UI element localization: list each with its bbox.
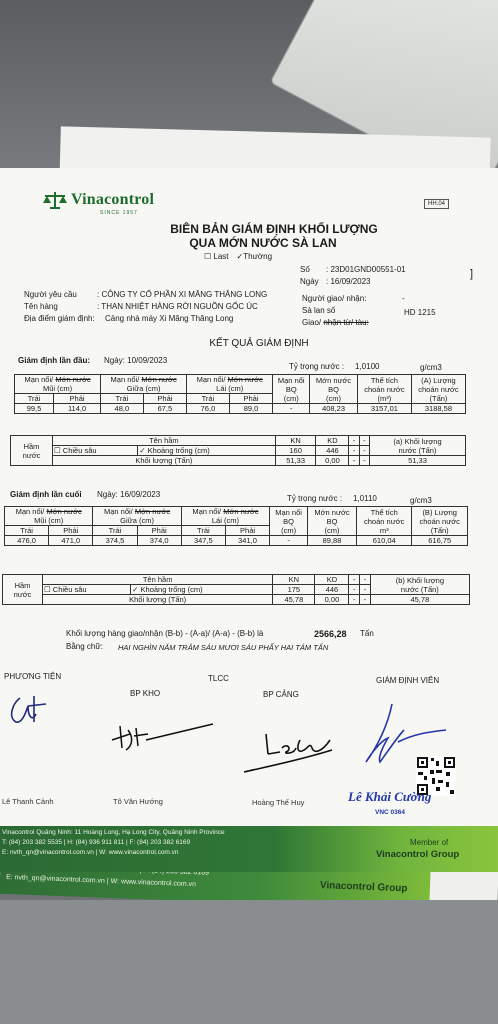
last-h-mui: Mạn nổi/ Mớn nước Mũi (cm) [5, 507, 93, 526]
table-cell: 175 [273, 585, 315, 595]
last-h-giua: Mạn nổi/ Mớn nước Giữa (cm) [93, 507, 181, 526]
total-words: HAI NGHÌN NĂM TRĂM SÁU MƯƠI SÁU PHẨY HAI TÁM TẤN [118, 643, 329, 652]
table-cell: - [359, 446, 369, 456]
first-depth-option: ☐ Chiều sâu [53, 446, 138, 456]
last-ullage-option: ✓ Khoảng trống (cm) [131, 585, 273, 595]
so-label: Số [300, 265, 310, 274]
table-cell: 374,5 [93, 536, 137, 546]
table-cell: - [359, 436, 369, 446]
first-h-trai: Trái [101, 394, 144, 404]
page-footer [0, 826, 498, 872]
second-footer-member: Vinacontrol Group [319, 880, 408, 895]
table-cell: 446 [315, 585, 349, 595]
last-h-b: (B) Lượng choán nước (Tấn) [412, 507, 468, 536]
table-cell: - [349, 595, 360, 605]
table-cell: - [273, 404, 310, 414]
last-label: Giám định lần cuối [10, 490, 82, 499]
first-weight-label: Khối lượng (Tấn) [53, 456, 276, 466]
last-draft-table [4, 506, 468, 546]
table-cell: - [349, 456, 359, 466]
last-date: Ngày: 16/09/2023 [97, 490, 161, 499]
table-cell: 616,75 [412, 536, 468, 546]
first-h-phai: Phải [143, 394, 187, 404]
total-formula: Khối lượng hàng giao/nhận (B-b) - (A-a)/ (A-a) - (B-b) là [66, 629, 264, 638]
last-hold-table [2, 574, 470, 605]
last-weight-label: Khối lượng (Tấn) [43, 595, 273, 605]
last-h-trai: Trái [93, 526, 137, 536]
table-cell: 48,0 [101, 404, 144, 414]
last-density-label: Tỷ trọng nước : [287, 494, 343, 503]
table-cell: 476,0 [5, 536, 49, 546]
table-cell: 89,0 [229, 404, 273, 414]
table-cell: 51,33 [275, 456, 316, 466]
last-h-bq: Mạn nổi BQ (cm) [270, 507, 308, 536]
table-cell: - [270, 536, 308, 546]
first-hold-table [10, 435, 466, 466]
place-value: Cảng nhà máy Xi Măng Thăng Long [105, 314, 234, 323]
first-h-vol: Thể tích choán nước (m³) [357, 375, 411, 404]
table-cell: 99,5 [15, 404, 54, 414]
table-cell: 341,0 [225, 536, 269, 546]
desk-bottom [0, 900, 498, 1024]
first-a-value: 51,33 [369, 456, 465, 466]
footer-address: Vinacontrol Quảng Ninh: 11 Hoàng Long, Hạ Long City, Quảng Ninh Province [2, 829, 225, 836]
goods-value: : THAN NHIỆT HÀNG RỜI NGUỒN GỐC ÚC [97, 302, 258, 311]
last-h-phai: Phải [49, 526, 93, 536]
vinacontrol-logo [42, 190, 154, 210]
first-h-trai: Trái [15, 394, 54, 404]
table-cell: 3157,01 [357, 404, 411, 414]
goods-label: Tên hàng [24, 302, 58, 311]
signature-bp-kho [108, 718, 218, 758]
stamp-signature-name: Lê Khải Cường [348, 789, 432, 804]
requester-value: : CÔNG TY CỔ PHẦN XI MĂNG THĂNG LONG [97, 290, 268, 299]
barge-label: Sà lan số [302, 306, 336, 315]
sig-tlcc: TLCC [208, 674, 229, 683]
place-label: Địa điểm giám định: [24, 314, 95, 323]
name-bp-cang: Hoàng Thế Huy [252, 798, 305, 807]
first-h-lai: Mạn nổi/ Mớn nước Lái (cm) [187, 375, 273, 394]
first-hold-label: Hầm nước [11, 436, 53, 466]
sender-label: Người giao/ nhận: [302, 294, 367, 303]
first-draft-table [14, 374, 466, 414]
logo-since: SINCE 1957 [100, 210, 138, 216]
table-cell: 0,00 [315, 595, 349, 605]
last-h-phai: Phải [137, 526, 181, 536]
first-h-mbq: Mớn nước BQ (cm) [310, 375, 358, 404]
first-ullage-option: ✓ Khoảng trống (cm) [138, 446, 275, 456]
last-depth-option: ☐ Chiều sâu [43, 585, 131, 595]
last-kn-header: KN [273, 575, 315, 585]
first-h-phai: Phải [229, 394, 273, 404]
bracket-mark: ] [470, 268, 474, 280]
table-cell: - [359, 456, 369, 466]
requester-label: Người yêu cầu [24, 290, 77, 299]
last-density-value: 1,0110 [353, 494, 377, 503]
first-h-bq: Mạn nổi BQ (cm) [273, 375, 310, 404]
total-unit: Tấn [360, 629, 374, 638]
footer-phone: T: (84) 203 382 5535 | H: (84) 936 911 811 | F: (84) 203 382 6169 [2, 839, 191, 846]
last-b-label: (b) Khối lượng nước (Tấn) [370, 575, 469, 595]
name-bp-kho: Tô Văn Hướng [113, 797, 163, 806]
first-h-a: (A) Lượng choán nước (Tấn) [411, 375, 465, 404]
sig-bp-kho: BP KHO [130, 689, 161, 698]
sig-gdv: GIÁM ĐỊNH VIÊN [376, 676, 440, 685]
table-cell: - [349, 575, 360, 585]
words-label: Bằng chữ: [66, 642, 103, 651]
table-cell: 347,5 [181, 536, 225, 546]
barge-value: HD 1215 [404, 308, 436, 317]
last-kd-header: KD [315, 575, 349, 585]
last-h-mbq: Mớn nước BQ (cm) [308, 507, 357, 536]
sig-phuong-tien: PHƯƠNG TIỆN [4, 672, 62, 681]
table-cell: - [349, 446, 359, 456]
result-title: KẾT QUẢ GIÁM ĐỊNH [209, 338, 309, 349]
first-kn-header: KN [275, 436, 316, 446]
last-h-lai: Mạn nổi/ Mớn nước Lái (cm) [181, 507, 269, 526]
first-h-trai: Trái [187, 394, 230, 404]
last-h-trai: Trái [181, 526, 225, 536]
ngay-value: : 16/09/2023 [326, 277, 371, 286]
footer-email: E: nvth_qn@vinacontrol.com.vn | W: www.vinacontrol.com.vn [2, 849, 179, 856]
sender-value: - [402, 294, 405, 303]
table-cell: 446 [316, 446, 349, 456]
table-cell: 76,0 [187, 404, 230, 414]
footer-member-of: Member of [410, 838, 449, 847]
signature-phuong-tien [6, 692, 50, 732]
table-cell: - [360, 595, 371, 605]
first-h-mui: Mạn nổi/ Mớn nước Mũi (cm) [15, 375, 101, 394]
last-h-phai: Phải [225, 526, 269, 536]
first-density-unit: g/cm3 [420, 363, 442, 372]
table-cell: 160 [275, 446, 316, 456]
type-last: ☐ Last [204, 252, 229, 261]
table-cell: 0,00 [316, 456, 349, 466]
table-cell: 610,04 [356, 536, 411, 546]
first-label: Giám định lần đầu: [18, 356, 91, 365]
first-kd-header: KD [316, 436, 349, 446]
first-h-phai: Phải [54, 394, 101, 404]
second-footer-line2: E: nvth_qn@vinacontrol.com.vn | W: www.vinacontrol.com.vn [5, 873, 197, 889]
scales-logo-icon [42, 190, 68, 210]
footer-group: Vinacontrol Group [376, 849, 460, 860]
last-values-row [5, 536, 468, 546]
document-title: BIÊN BẢN GIÁM ĐỊNH KHỐI LƯỢNG [170, 222, 378, 236]
last-hold-label: Hầm nước [3, 575, 43, 605]
table-cell: - [349, 436, 359, 446]
table-cell: 471,0 [49, 536, 93, 546]
first-density-label: Tỷ trọng nước : [289, 362, 345, 371]
last-h-vol: Thể tích choán nước m³ [356, 507, 411, 536]
table-cell: 114,0 [54, 404, 101, 414]
table-cell: 3188,58 [411, 404, 465, 414]
stamp-code: VNC 0364 [375, 809, 405, 816]
last-h-trai: Trái [5, 526, 49, 536]
table-cell: 89,88 [308, 536, 357, 546]
signature-bp-cang [240, 726, 340, 780]
inspection-type [204, 252, 272, 261]
total-value: 2566,28 [314, 629, 347, 639]
table-cell: - [360, 585, 371, 595]
first-density-value: 1,0100 [355, 362, 380, 371]
first-hold-name-header: Tên hầm [53, 436, 276, 446]
sig-bp-cang: BP CẢNG [263, 690, 299, 699]
table-cell: 374,0 [137, 536, 181, 546]
logo-text: Vinacontrol [71, 191, 155, 208]
giao-label: Giao/ nhận từ/ tàu: [302, 318, 369, 327]
table-cell: 408,23 [310, 404, 358, 414]
document-subtitle: QUA MỚN NƯỚC SÀ LAN [189, 236, 337, 250]
last-density-unit: g/cm3 [410, 496, 432, 505]
first-a-label: (a) Khối lượng nước (Tấn) [369, 436, 465, 456]
so-value: : 23D01GND00551-01 [326, 265, 406, 274]
table-cell: 45,78 [273, 595, 315, 605]
name-phuong-tien: Lê Thanh Cảnh [2, 797, 54, 806]
type-normal: ✓Thường [236, 252, 273, 261]
first-h-giua: Mạn nổi/ Mớn nước Giữa (cm) [101, 375, 187, 394]
table-cell: - [360, 575, 371, 585]
first-values-row [15, 404, 466, 414]
last-b-value: 45,78 [370, 595, 469, 605]
table-cell: - [349, 585, 360, 595]
table-cell: 67,5 [143, 404, 187, 414]
first-date: Ngày: 10/09/2023 [104, 356, 168, 365]
ngay-label: Ngày [300, 277, 319, 286]
last-hold-name-header: Tên hầm [43, 575, 273, 585]
form-code-badge: HH.04 [424, 199, 449, 209]
